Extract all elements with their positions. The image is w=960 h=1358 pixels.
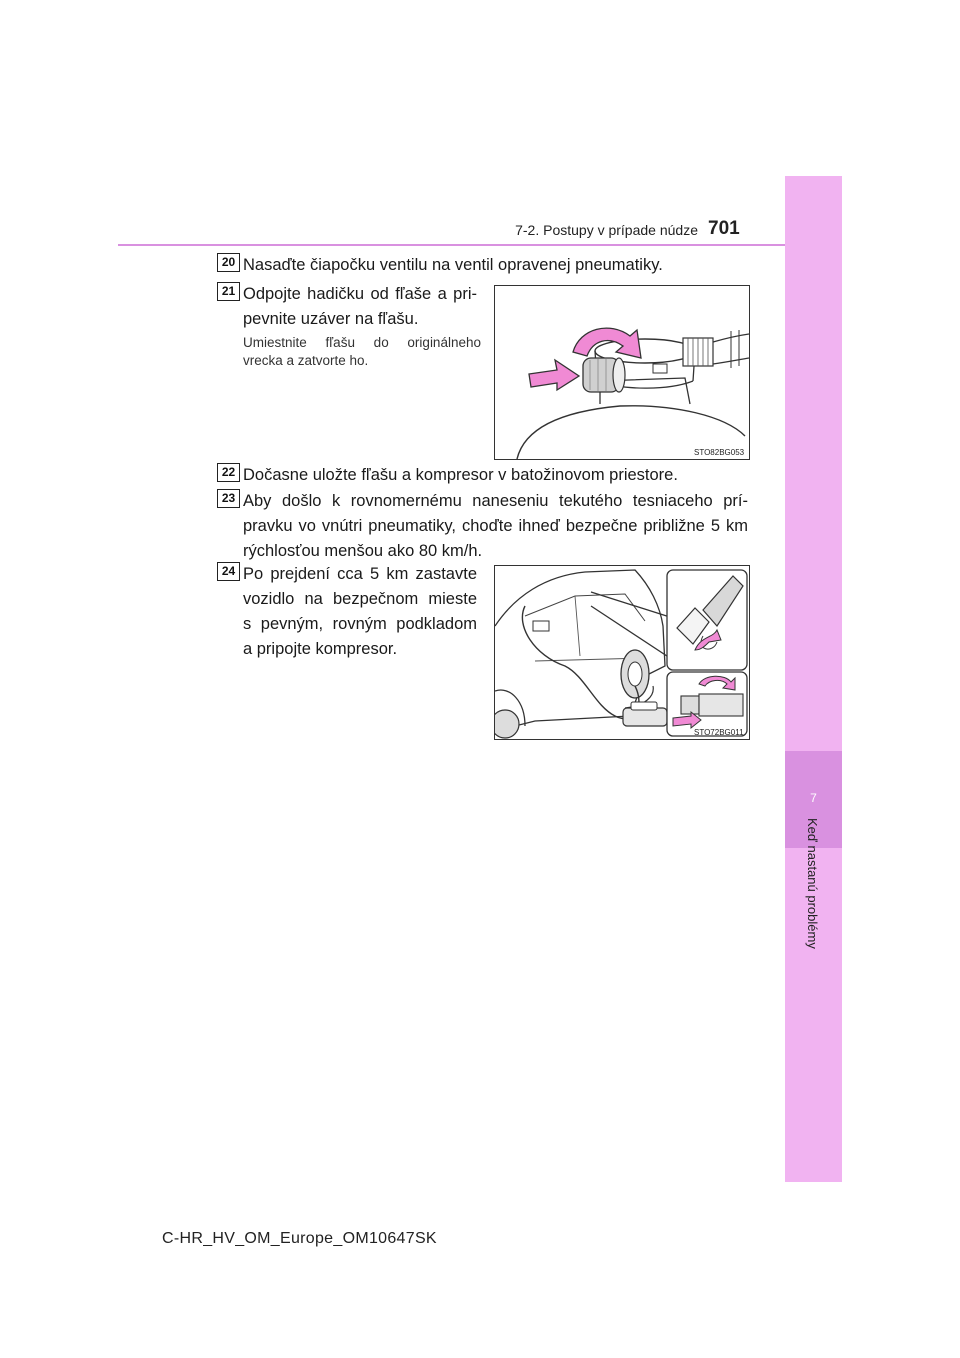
- chapter-side-tab: [785, 176, 842, 1182]
- chapter-title: Keď nastanú problémy: [805, 818, 820, 949]
- step-24-line-3: s pevným, rovným podkladom: [243, 615, 477, 633]
- step-number-22: 22: [217, 463, 240, 482]
- page-number: 701: [708, 218, 740, 239]
- figure-code-car: STO72BG011: [694, 728, 744, 737]
- figure-code-bottle: STO82BG053: [694, 448, 745, 457]
- step-22-text: Dočasne uložte fľašu a kompresor v batožinovom priestore.: [243, 466, 678, 484]
- step-23-line-1: Aby došlo k rovnomernému naneseniu tekutého tesniaceho prí-: [243, 492, 748, 510]
- car-compressor-drawing: [495, 566, 749, 739]
- step-number-23: 23: [217, 489, 240, 508]
- bottle-cap-illustration: [494, 285, 750, 460]
- step-21-line-1: Odpojte hadičku od fľaše a pri-: [243, 285, 477, 303]
- step-21-line-2: pevnite uzáver na fľašu.: [243, 310, 419, 328]
- step-23-line-2: pravku vo vnútri pneumatiky, choďte ihneď bezpečne približne 5 km: [243, 517, 748, 535]
- step-number-24: 24: [217, 562, 240, 581]
- step-24-line-4: a pripojte kompresor.: [243, 640, 398, 658]
- step-number-21: 21: [217, 282, 240, 301]
- chapter-number: 7: [810, 791, 817, 805]
- step-number-20: 20: [217, 253, 240, 272]
- step-23-line-3: rýchlosťou menšou ako 80 km/h.: [243, 542, 483, 560]
- section-title: 7-2. Postupy v prípade núdze: [515, 222, 698, 238]
- document-id: C-HR_HV_OM_Europe_OM10647SK: [162, 1230, 437, 1247]
- car-compressor-illustration: [494, 565, 750, 740]
- header-divider: [118, 244, 785, 246]
- step-21-note-line-1: Umiestnite fľašu do originálneho: [243, 335, 481, 350]
- step-24-line-2: vozidlo na bezpečnom mieste: [243, 590, 477, 608]
- step-21-note-line-2: vrecka a zatvorte ho.: [243, 353, 369, 368]
- bottle-cap-drawing: [495, 286, 749, 459]
- step-24-line-1: Po prejdení cca 5 km zastavte: [243, 565, 477, 583]
- step-20-text: Nasaďte čiapočku ventilu na ventil opravenej pneumatiky.: [243, 256, 663, 274]
